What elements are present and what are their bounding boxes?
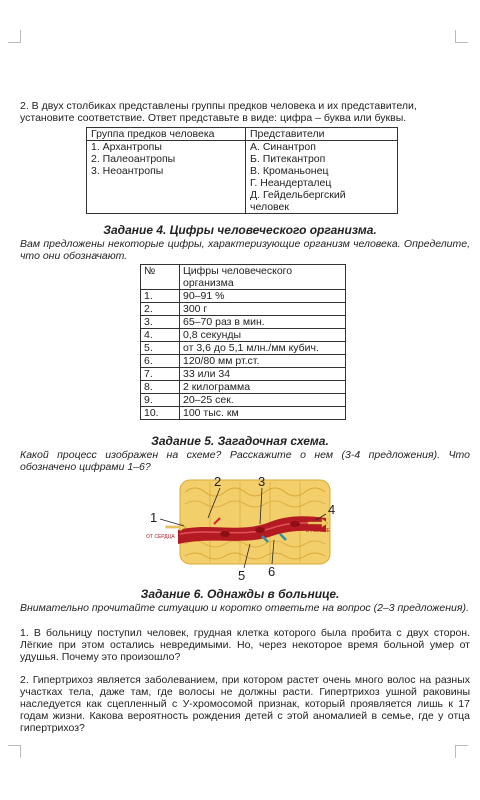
- ancestors-table: [86, 127, 398, 214]
- row-value: 65–70 раз в мин.: [180, 316, 346, 329]
- row-value: от 3,6 до 5,1 млн./мм кубич.: [180, 342, 346, 355]
- task2-text-line1: 2. В двух столбиках представлены группы предков человека и их представители,: [20, 100, 417, 112]
- diagram-label-5: 5: [238, 568, 246, 583]
- diagram-label-3: 3: [258, 474, 266, 489]
- row-value: 120/80 мм рт.ст.: [180, 355, 346, 368]
- numbers-col-value-header: Цифры человеческого организма: [180, 265, 346, 290]
- task4-title: Задание 4. Цифры человеческого организма.: [103, 223, 377, 237]
- row-number: 7.: [141, 368, 180, 381]
- table-row: [141, 290, 346, 303]
- task6-question-2: 2. Гипертрихоз является заболеванием, при котором растет очень много волос на разных участках тела, даже там, где волосы не должны расти. Гипертрихоз ушной раковины наследуется как сцепленный с У-хромосомой признак, который проявляется лишь к 17 годам жизни. Какова вероятность рождения детей с этой аномалией в семье, где у отца гипертрихоз?: [20, 674, 470, 734]
- row-number: 3.: [141, 316, 180, 329]
- task2-text-line2: установите соответствие. Ответ представьте в виде: цифра – буква или буквы.: [20, 112, 407, 124]
- table-row: [141, 368, 346, 381]
- table-row: [141, 329, 346, 342]
- task5-title: Задание 5. Загадочная схема.: [151, 434, 329, 448]
- red-blood-cell: [290, 521, 300, 527]
- gas-exchange-diagram: [140, 474, 360, 586]
- ancestors-table-header: [87, 128, 398, 141]
- task6-intro: Внимательно прочитайте ситуацию и коротко ответьте на вопрос (2–3 предложения).: [20, 602, 469, 614]
- table-row: [141, 355, 346, 368]
- row-number: 4.: [141, 329, 180, 342]
- row-value: 300 г: [180, 303, 346, 316]
- ancestor-groups-cell: 1. Архантропы 2. Палеоантропы 3. Неоантропы: [87, 141, 246, 214]
- table-row: [141, 381, 346, 394]
- row-value: 100 тыс. км: [180, 407, 346, 420]
- ancestors-col2-header: Представители: [246, 128, 398, 141]
- to-lungs-label: В ЛЕГКИЕ: [306, 528, 330, 534]
- crop-mark-bottom-right: [455, 745, 468, 758]
- crop-mark-bottom-left: [8, 745, 21, 758]
- diagram-label-6: 6: [268, 564, 276, 579]
- row-value: 90–91 %: [180, 290, 346, 303]
- row-value: 2 килограмма: [180, 381, 346, 394]
- row-value: 0,8 секунды: [180, 329, 346, 342]
- ancestors-col1-header: Группа предков человека: [87, 128, 246, 141]
- row-number: 10.: [141, 407, 180, 420]
- row-number: 2.: [141, 303, 180, 316]
- table-row: [141, 394, 346, 407]
- row-number: 9.: [141, 394, 180, 407]
- representatives-cell: А. Синантроп Б. Питекантроп В. Кроманьонец Г. Неандерталец Д. Гейдельбергский человек: [246, 141, 398, 214]
- numbers-col-num-header: №: [141, 265, 180, 290]
- from-heart-label: ОТ СЕРДЦА: [146, 534, 175, 540]
- table-row: [141, 407, 346, 420]
- row-number: 6.: [141, 355, 180, 368]
- row-number: 1.: [141, 290, 180, 303]
- table-row: [141, 316, 346, 329]
- table-row: [141, 303, 346, 316]
- numbers-table: [140, 264, 346, 420]
- row-number: 5.: [141, 342, 180, 355]
- row-number: 8.: [141, 381, 180, 394]
- row-value: 33 или 34: [180, 368, 346, 381]
- table-row: [141, 342, 346, 355]
- diagram-label-2: 2: [214, 474, 222, 489]
- red-blood-cell: [220, 531, 230, 537]
- diagram-label-1: 1: [150, 510, 158, 525]
- task6-question-1: 1. В больницу поступил человек, грудная клетка которого была пробита с двух сторон. Лёгкие при этом остались невредимыми. Но, через некоторое время больной умер от удушья. Почему это произошло?: [20, 627, 470, 663]
- table-row: [87, 141, 398, 214]
- task5-question: Какой процесс изображен на схеме? Расскажите о нем (3-4 предложения). Что обозначено цифрами 1–6?: [20, 449, 470, 473]
- crop-mark-top-right: [455, 30, 468, 43]
- task6-title: Задание 6. Однажды в больнице.: [140, 587, 340, 601]
- numbers-table-header: [141, 265, 346, 290]
- task4-intro: Вам предложены некоторые цифры, характеризующие организм человека. Определите, что они обозначают.: [20, 238, 470, 262]
- diagram-label-4: 4: [328, 502, 336, 517]
- crop-mark-top-left: [8, 30, 21, 43]
- row-value: 20–25 сек.: [180, 394, 346, 407]
- red-blood-cell: [255, 527, 265, 533]
